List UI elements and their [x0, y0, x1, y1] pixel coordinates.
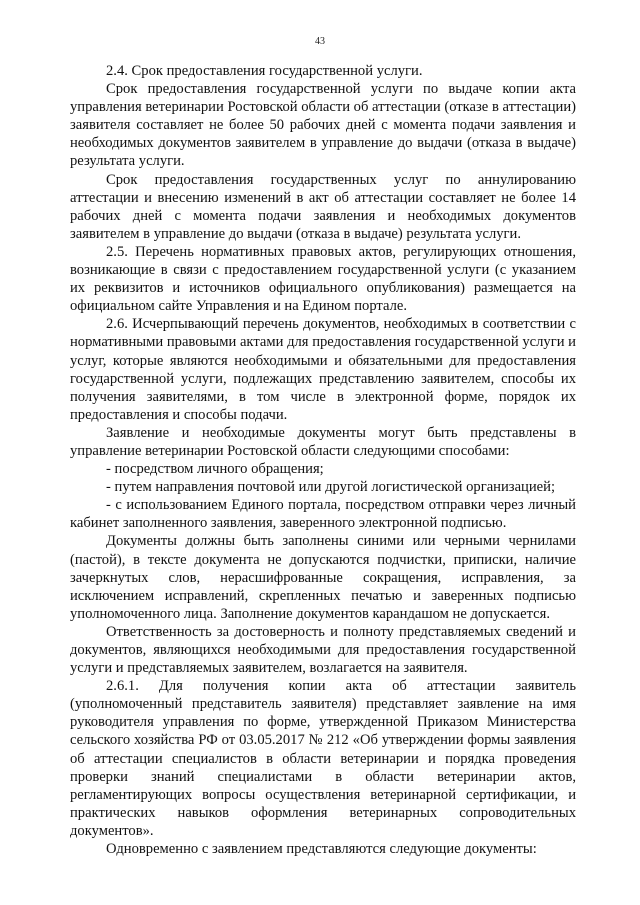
- page-number: 43: [315, 36, 325, 47]
- paragraph-2-6-1-application: 2.6.1. Для получения копии акта об аттестации заявитель (уполномоченный представитель заявителя) представляет заявление на имя руководителя управления по форме, утвержденной Приказом Министерства сельского хозяйства РФ от 03.05.2017 № 212 «Об утверждении формы заявления об аттестации специалистов в области ветеринарии и порядка проведения проверки знаний специалистами в области ветеринарии актов, регламентирующих вопросы осуществления ветеринарной сертификации, и практических навыков оформления ветеринарных сопроводительных документов».: [70, 678, 576, 839]
- paragraph-term-annulment: Срок предоставления государственных услуг по аннулированию аттестации и внесению изменений в акт об аттестации составляет не более 14 рабочих дней с момента подачи заявления и необходимых документов заявителем в управление до выдачи (отказа в выдаче) результата услуги.: [70, 171, 576, 242]
- paragraph-2-6-documents-list: 2.6. Исчерпывающий перечень документов, необходимых в соответствии с нормативными правовыми актами для предоставления государственной услуги и услуг, которые являются необходимыми и обязательными для предоставления государственной услуги, подлежащих представлению заявителем, способы их получения заявителями, в том числе в электронной форме, порядок их предоставления и способы подачи.: [70, 316, 576, 423]
- paragraph-term-copy-act: Срок предоставления государственной услуги по выдаче копии акта управления ветеринарии Ростовской области об аттестации (отказе в аттестации) заявителя составляет не более 50 рабочих дней с момента подачи заявления и необходимых документов заявителем в управление до выдачи (отказа в выдаче) результата услуги.: [70, 81, 576, 170]
- paragraph-responsibility: Ответственность за достоверность и полноту представляемых сведений и документов, являющихся необходимыми для предоставления государственной услуги и представляемых заявителем, возлагается на заявителя.: [70, 623, 576, 677]
- document-body: [70, 62, 576, 858]
- list-item-portal: - с использованием Единого портала, посредством отправки через личный кабинет заполненного заявления, заверенного электронной подписью.: [70, 497, 576, 532]
- paragraph-submission-methods: Заявление и необходимые документы могут быть представлены в управление ветеринарии Ростовской области следующими способами:: [70, 424, 576, 459]
- paragraph-document-requirements: Документы должны быть заполнены синими или черными чернилами (пастой), в тексте документа не допускаются подчистки, приписки, наличие зачеркнутых слов, нерасшифрованные сокращения, исправления, за исключением исправлений, скрепленных печатью и заверенных подписью уполномоченного лица. Заполнение документов карандашом не допускается.: [70, 533, 576, 622]
- paragraph-2-5-legal-acts: 2.5. Перечень нормативных правовых актов, регулирующих отношения, возникающие в связи с предоставлением государственной услуги (с указанием их реквизитов и источников официального опубликования) размещается на официальном сайте Управления и на Едином портале.: [70, 243, 576, 315]
- list-item-postal: - путем направления почтовой или другой логистической организацией;: [106, 479, 556, 496]
- paragraph-accompanying-documents: Одновременно с заявлением представляются следующие документы:: [106, 841, 537, 858]
- list-item-personal: - посредством личного обращения;: [106, 461, 324, 478]
- paragraph-2-4-heading: 2.4. Срок предоставления государственной услуги.: [106, 63, 423, 79]
